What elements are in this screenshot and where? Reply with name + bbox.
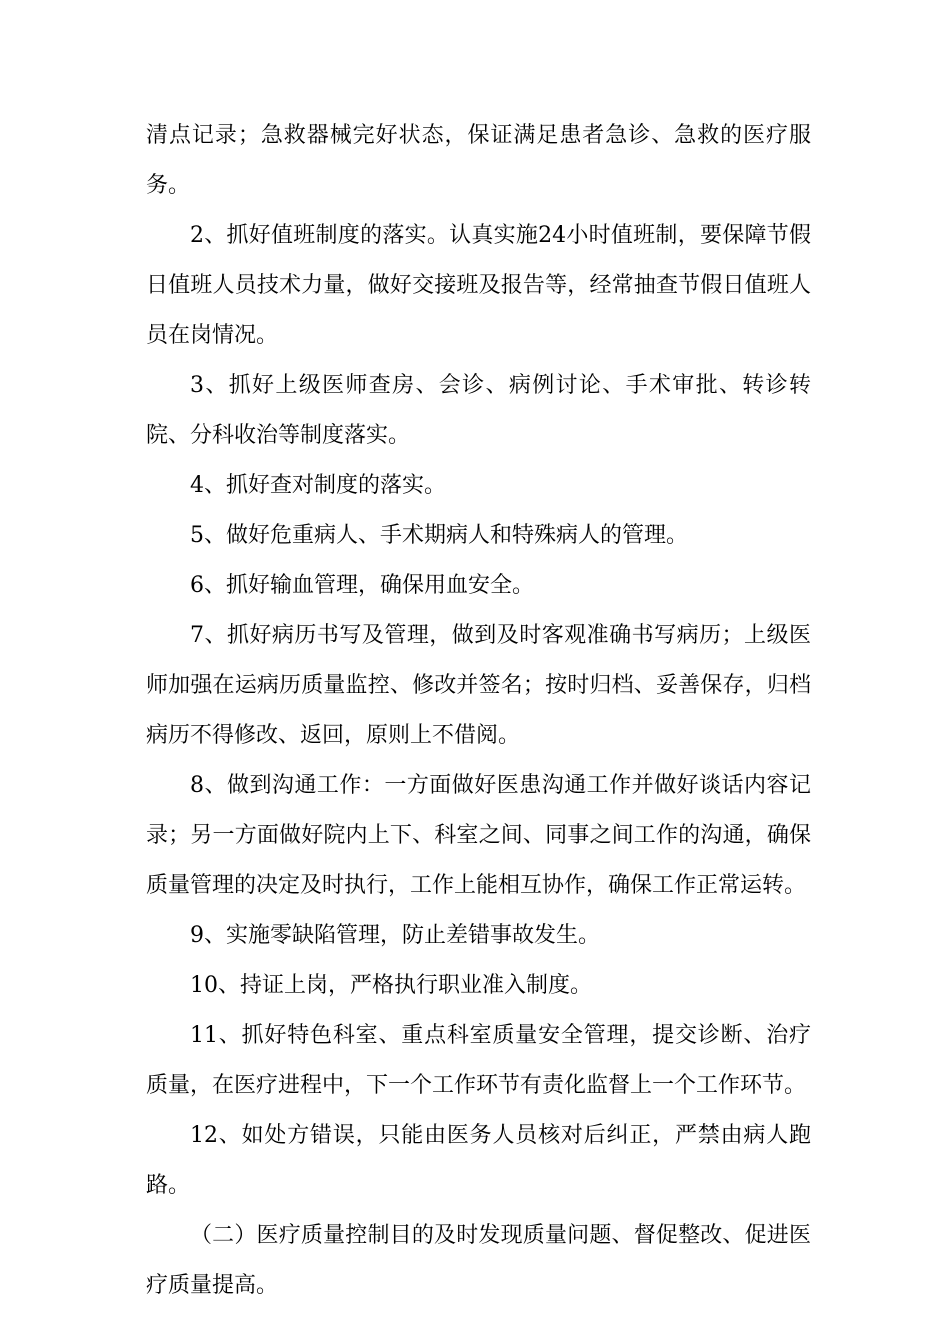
paragraph-2: 2、抓好值班制度的落实。认真实施24小时值班制，要保障节假日值班人员技术力量，做好交接班及报告等，经常抽查节假日值班人员在岗情况。 — [146, 223, 811, 348]
paragraph-3: 3、抓好上级医师查房、会诊、病例讨论、手术审批、转诊转院、分科收治等制度落实。 — [146, 373, 811, 448]
paragraph-7: 7、抓好病历书写及管理，做到及时客观准确书写病历；上级医师加强在运病历质量监控、修改并签名；按时归档、妥善保存，归档病历不得修改、返回，原则上不借阅。 — [146, 623, 811, 748]
paragraph-1: 清点记录；急救器械完好状态，保证满足患者急诊、急救的医疗服务。 — [146, 123, 811, 198]
document-body — [146, 111, 811, 1311]
paragraph-10: 10、持证上岗，严格执行职业准入制度。 — [190, 973, 592, 998]
paragraph-11: 11、抓好特色科室、重点科室质量安全管理，提交诊断、治疗质量，在医疗进程中，下一个工作环节有责化监督上一个工作环节。 — [146, 1023, 811, 1098]
paragraph-5: 5、做好危重病人、手术期病人和特殊病人的管理。 — [190, 523, 688, 548]
paragraph-8: 8、做到沟通工作：一方面做好医患沟通工作并做好谈话内容记录；另一方面做好院内上下、科室之间、同事之间工作的沟通，确保质量管理的决定及时执行，工作上能相互协作，确保工作正常运转。 — [146, 773, 811, 898]
paragraph-12: 12、如处方错误，只能由医务人员核对后纠正，严禁由病人跑路。 — [146, 1123, 811, 1198]
paragraph-4: 4、抓好查对制度的落实。 — [190, 473, 446, 498]
paragraph-9: 9、实施零缺陷管理，防止差错事故发生。 — [190, 923, 600, 948]
paragraph-6: 6、抓好输血管理，确保用血安全。 — [190, 573, 534, 598]
paragraph-13: （二）医疗质量控制目的及时发现质量问题、督促整改、促进医疗质量提高。 — [146, 1223, 811, 1298]
